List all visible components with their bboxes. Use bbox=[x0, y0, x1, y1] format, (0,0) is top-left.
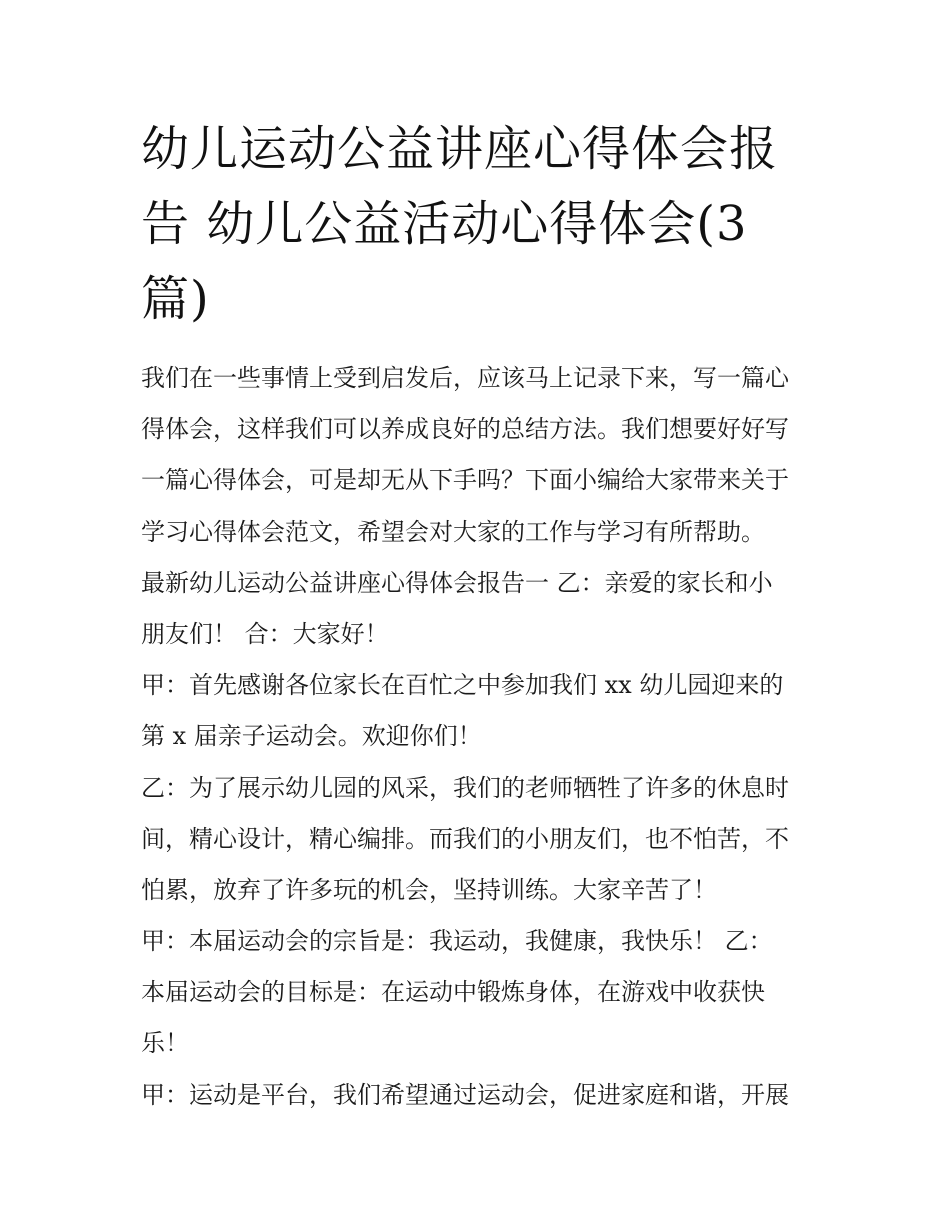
body-line: 一篇心得体会，可是却无从下手吗？下面小编给大家带来关于 bbox=[141, 466, 789, 495]
body-line: 得体会，这样我们可以养成良好的总结方法。我们想要好好写 bbox=[141, 415, 789, 444]
body-line: 怕累，放弃了许多玩的机会，坚持训练。大家辛苦了！ bbox=[141, 875, 717, 904]
body-line: 甲：本届运动会的宗旨是：我运动，我健康，我快乐！ 乙： bbox=[141, 927, 773, 956]
body-line: 学习心得体会范文，希望会对大家的工作与学习有所帮助。 bbox=[141, 517, 765, 546]
body-line: 乐！ bbox=[141, 1029, 189, 1058]
body-line: 甲：运动是平台，我们希望通过运动会，促进家庭和谐，开展 bbox=[141, 1080, 789, 1109]
title-line: 幼儿运动公益讲座心得体会报 bbox=[141, 121, 779, 177]
body-line: 最新幼儿运动公益讲座心得体会报告一 乙：亲爱的家长和小 bbox=[141, 568, 773, 597]
body-line: 本届运动会的目标是：在运动中锻炼身体，在游戏中收获快 bbox=[141, 978, 765, 1007]
body-line: 甲：首先感谢各位家长在百忙之中参加我们 xx 幼儿园迎来的 bbox=[141, 671, 784, 700]
document-body bbox=[141, 353, 821, 1121]
body-line: 第 x 届亲子运动会。欢迎你们！ bbox=[141, 722, 482, 751]
title-line: 告 幼儿公益活动心得体会(3 bbox=[141, 196, 748, 252]
body-line: 朋友们！ 合：大家好！ bbox=[141, 619, 389, 648]
title-line: 篇) bbox=[141, 271, 210, 327]
body-line: 我们在一些事情上受到启发后，应该马上记录下来，写一篇心 bbox=[141, 364, 789, 392]
body-line: 间，精心设计，精心编排。而我们的小朋友们，也不怕苦，不 bbox=[141, 824, 789, 853]
document-title bbox=[141, 112, 821, 337]
body-line: 乙：为了展示幼儿园的风采，我们的老师牺牲了许多的休息时 bbox=[141, 773, 789, 802]
